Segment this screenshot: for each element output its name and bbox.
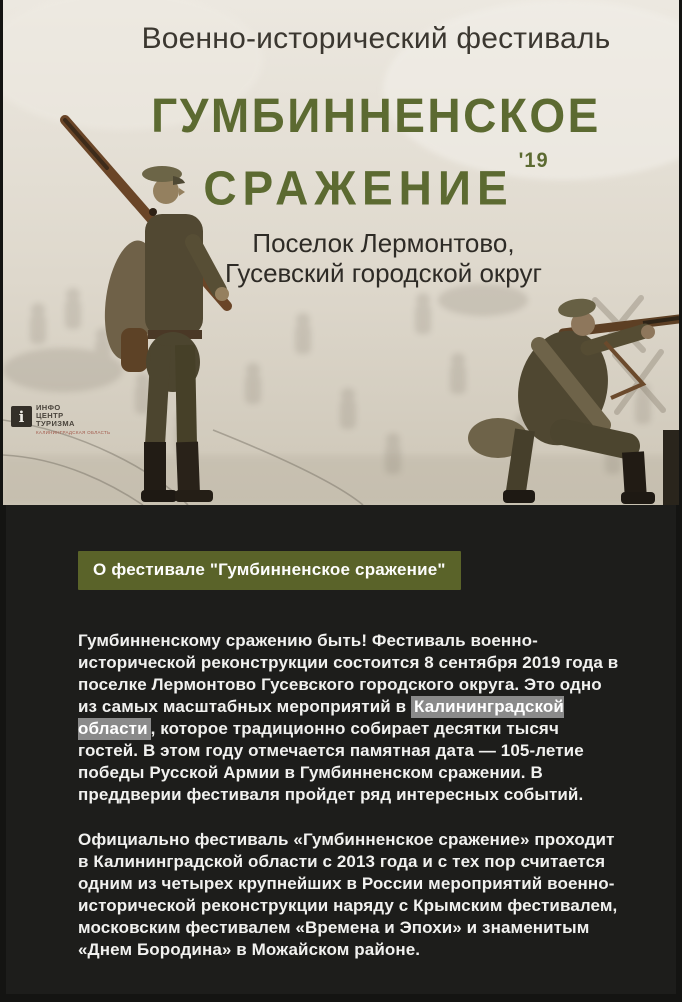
logo-line-3: ТУРИЗМА [36,419,75,428]
about-section [6,505,676,994]
region-highlight-link[interactable]: Калининградской области [78,697,564,738]
hero-title-line1: ГУМБИННЕНСКОЕ [151,87,601,143]
logo-line-1: ИНФО [36,403,61,412]
hero-title-line2: СРАЖЕНИЕ $^{'19}$ [203,149,549,215]
logo-region-caption: КАЛИНИНГРАДСКАЯ ОБЛАСТЬ [36,430,111,435]
info-icon: i [11,406,32,427]
hero-title [73,82,679,220]
paragraph-1-text-post: , которое традиционно собирает десятки тысяч гостей. В этом году отмечается памятная дата — 105-летие победы Русской Армии в Гумбинненском сражении. В преддверии фестиваля пройдет ряд интересных событий. [78,719,584,804]
hero-location-line2: Гусевский городской округ [225,257,542,288]
tourism-center-logo [11,404,110,435]
hero-location [88,229,679,289]
logo-line-2: ЦЕНТР [36,411,64,420]
about-paragraph-1 [78,630,623,806]
tourism-logo-text [36,404,110,435]
hero-location-line1: Поселок Лермонтово, [252,228,515,258]
hero-title-year: '19 [518,149,549,173]
about-paragraph-2: Официально фестиваль «Гумбинненское сражение» проходит в Калининградской области с 2013 года и с тех пор считается одним из четырех крупнейших в России мероприятий военно-исторической реконструкции наряду с Крымским фестивалем, московским фестивалем «Времена и Эпохи» и знаменитым «Днем Бородина» в Можайском районе. [78,830,618,959]
hero-banner [3,0,679,505]
paragraph-1-text-pre: Гумбинненскому сражению быть! Фестиваль военно-исторической реконструкции состоится 8 сентября 2019 года в поселке Лермонтово Гусевского городского округа. Это одно из самых масштабных мероприятий в [78,631,619,716]
about-section-button[interactable]: О фестивале "Гумбинненское сражение" [78,551,461,590]
hero-kicker: Военно-исторический фестиваль [141,22,611,55]
